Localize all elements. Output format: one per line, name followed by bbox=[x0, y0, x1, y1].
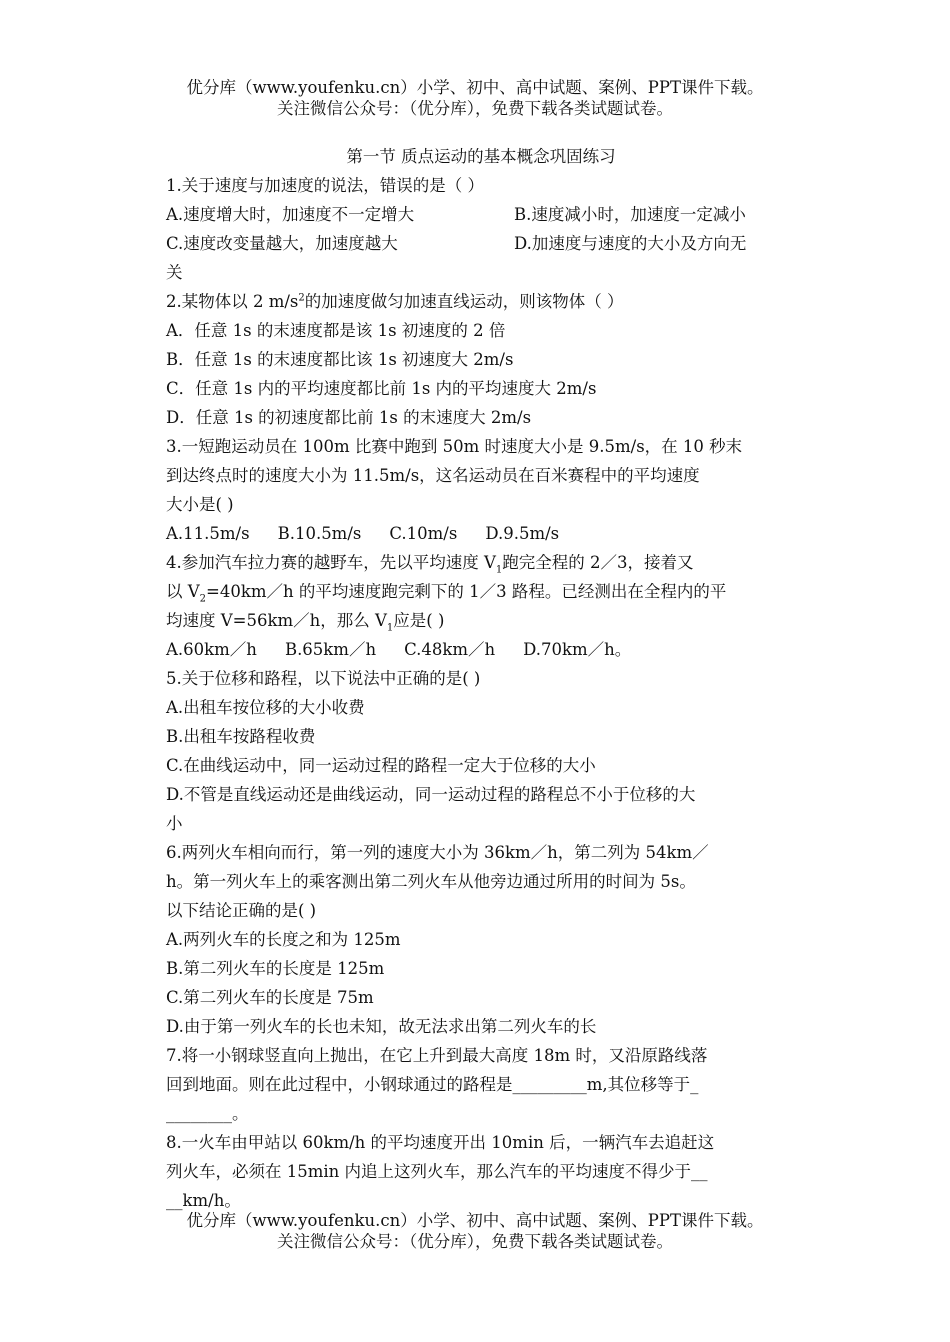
question-4-options bbox=[166, 635, 786, 664]
question-8-line-1: 8.一火车由甲站以 60km/h 的平均速度开出 10min 后，一辆汽车去追赶这 bbox=[166, 1133, 715, 1152]
question-8 bbox=[166, 1128, 786, 1215]
question-8-line-3: __km/h。 bbox=[166, 1191, 241, 1210]
question-3-options bbox=[166, 519, 786, 548]
question-4-line-2-post: =40km／h 的平均速度跑完剩下的 1／3 路程。已经测出在全程内的平 bbox=[206, 582, 727, 601]
header-line-1: 优分库（www.youfenku.cn）小学、初中、高中试题、案例、PPT课件下载。 bbox=[186, 78, 764, 97]
question-5-stem: 5.关于位移和路程，以下说法中正确的是( ) bbox=[166, 669, 481, 688]
question-4-line-1-pre: 4.参加汽车拉力赛的越野车，先以平均速度 V bbox=[166, 553, 496, 572]
question-4-line-3-post: 应是( ) bbox=[393, 611, 445, 630]
page-title: 第一节 质点运动的基本概念巩固练习 bbox=[346, 147, 616, 166]
question-4-option-a: A.60km／h bbox=[166, 640, 257, 659]
question-6-line-1: 6.两列火车相向而行，第一列的速度大小为 36km／h，第二列为 54km／ bbox=[166, 843, 709, 862]
question-7-line-1: 7.将一小钢球竖直向上抛出，在它上升到最大高度 18m 时，又沿原路线落 bbox=[166, 1046, 708, 1065]
question-5-option-d: D.不管是直线运动还是曲线运动，同一运动过程的路程总不小于位移的大 bbox=[166, 785, 696, 804]
question-6 bbox=[166, 838, 786, 1041]
question-6-line-3: 以下结论正确的是( ) bbox=[166, 901, 317, 920]
question-7 bbox=[166, 1041, 786, 1128]
question-5 bbox=[166, 664, 786, 838]
question-3-option-c: C.10m/s bbox=[389, 524, 458, 543]
question-6-option-d: D.由于第一列火车的长也未知，故无法求出第二列火车的长 bbox=[166, 1017, 597, 1036]
question-7-line-3: ________。 bbox=[166, 1104, 249, 1123]
question-4-line-1-sub: 1 bbox=[495, 564, 503, 576]
question-1-stem: 1.关于速度与加速度的说法，错误的是（ ） bbox=[166, 176, 484, 195]
question-6-line-2: h。第一列火车上的乘客测出第二列火车从他旁边通过所用的时间为 5s。 bbox=[166, 872, 696, 891]
question-1-options-cd bbox=[166, 229, 786, 258]
question-7-line-2: 回到地面。则在此过程中，小钢球通过的路程是_________m,其位移等于_ bbox=[166, 1075, 699, 1094]
question-4-option-c: C.48km／h bbox=[404, 640, 496, 659]
question-2-option-a: A．任意 1s 的末速度都是该 1s 初速度的 2 倍 bbox=[166, 321, 506, 340]
question-3-line-3: 大小是( ) bbox=[166, 495, 234, 514]
question-1 bbox=[166, 171, 786, 287]
question-2-stem-post: 的加速度做匀加速直线运动，则该物体（ ） bbox=[304, 292, 624, 311]
question-4-line-2-sub: 2 bbox=[199, 593, 207, 605]
question-2-stem bbox=[166, 287, 786, 316]
question-3-option-d: D.9.5m/s bbox=[485, 524, 560, 543]
question-2-option-b: B．任意 1s 的末速度都比该 1s 初速度大 2m/s bbox=[166, 350, 514, 369]
footer-line-2: 关注微信公众号：（优分库），免费下载各类试题试卷。 bbox=[277, 1232, 673, 1251]
question-1-option-c: C.速度改变量越大，加速度越大 bbox=[166, 234, 398, 253]
question-4-line-2 bbox=[166, 577, 786, 606]
question-1-option-a: A.速度增大时，加速度不一定增大 bbox=[166, 205, 415, 224]
question-1-option-b: B.速度减小时，加速度一定减小 bbox=[514, 205, 746, 224]
question-2-stem-exponent: 2 bbox=[298, 292, 305, 304]
question-2-stem-pre: 2.某物体以 2 m/s bbox=[166, 292, 299, 311]
question-1-options-ab bbox=[166, 200, 786, 229]
question-4-option-b: B.65km／h bbox=[284, 640, 377, 659]
question-3-line-1: 3.一短跑运动员在 100m 比赛中跑到 50m 时速度大小是 9.5m/s，在 10 秒末 bbox=[166, 437, 743, 456]
question-3-option-b: B.10.5m/s bbox=[277, 524, 362, 543]
question-5-option-d-cont: 小 bbox=[166, 814, 183, 833]
question-4-line-3 bbox=[166, 606, 786, 635]
exercise-content bbox=[166, 142, 786, 1215]
question-4-line-3-pre: 均速度 V=56km／h，那么 V bbox=[166, 611, 387, 630]
question-4-line-1-post: 跑完全程的 2／3，接着又 bbox=[502, 553, 694, 572]
question-6-option-c: C.第二列火车的长度是 75m bbox=[166, 988, 374, 1007]
question-4-line-1 bbox=[166, 548, 786, 577]
question-2-option-c: C．任意 1s 内的平均速度都比前 1s 内的平均速度大 2m/s bbox=[166, 379, 597, 398]
header-line-2: 关注微信公众号：（优分库），免费下载各类试题试卷。 bbox=[277, 99, 673, 118]
question-3-option-a: A.11.5m/s bbox=[166, 524, 250, 543]
question-3-line-2: 到达终点时的速度大小为 11.5m/s，这名运动员在百米赛程中的平均速度 bbox=[166, 466, 700, 485]
question-6-option-a: A.两列火车的长度之和为 125m bbox=[166, 930, 401, 949]
question-6-option-b: B.第二列火车的长度是 125m bbox=[166, 959, 385, 978]
question-2 bbox=[166, 287, 786, 432]
question-5-option-a: A.出租车按位移的大小收费 bbox=[166, 698, 365, 717]
question-5-option-c: C.在曲线运动中，同一运动过程的路程一定大于位移的大小 bbox=[166, 756, 596, 775]
question-5-option-b: B.出租车按路程收费 bbox=[166, 727, 316, 746]
question-2-option-d: D．任意 1s 的初速度都比前 1s 的末速度大 2m/s bbox=[166, 408, 532, 427]
footer-line-1: 优分库（www.youfenku.cn）小学、初中、高中试题、案例、PPT课件下载。 bbox=[186, 1211, 764, 1230]
question-4-line-2-pre: 以 V bbox=[166, 582, 200, 601]
question-4-line-3-sub: 1 bbox=[386, 622, 394, 634]
footer-banner bbox=[0, 1210, 950, 1252]
question-8-line-2: 列火车，必须在 15min 内追上这列火车，那么汽车的平均速度不得少于__ bbox=[166, 1162, 708, 1181]
question-1-option-d: D.加速度与速度的大小及方向无 bbox=[514, 234, 747, 253]
question-1-option-d-cont: 关 bbox=[166, 263, 183, 282]
question-4 bbox=[166, 548, 786, 664]
question-3 bbox=[166, 432, 786, 548]
header-banner bbox=[0, 77, 950, 119]
question-4-option-d: D.70km／h。 bbox=[523, 640, 632, 659]
